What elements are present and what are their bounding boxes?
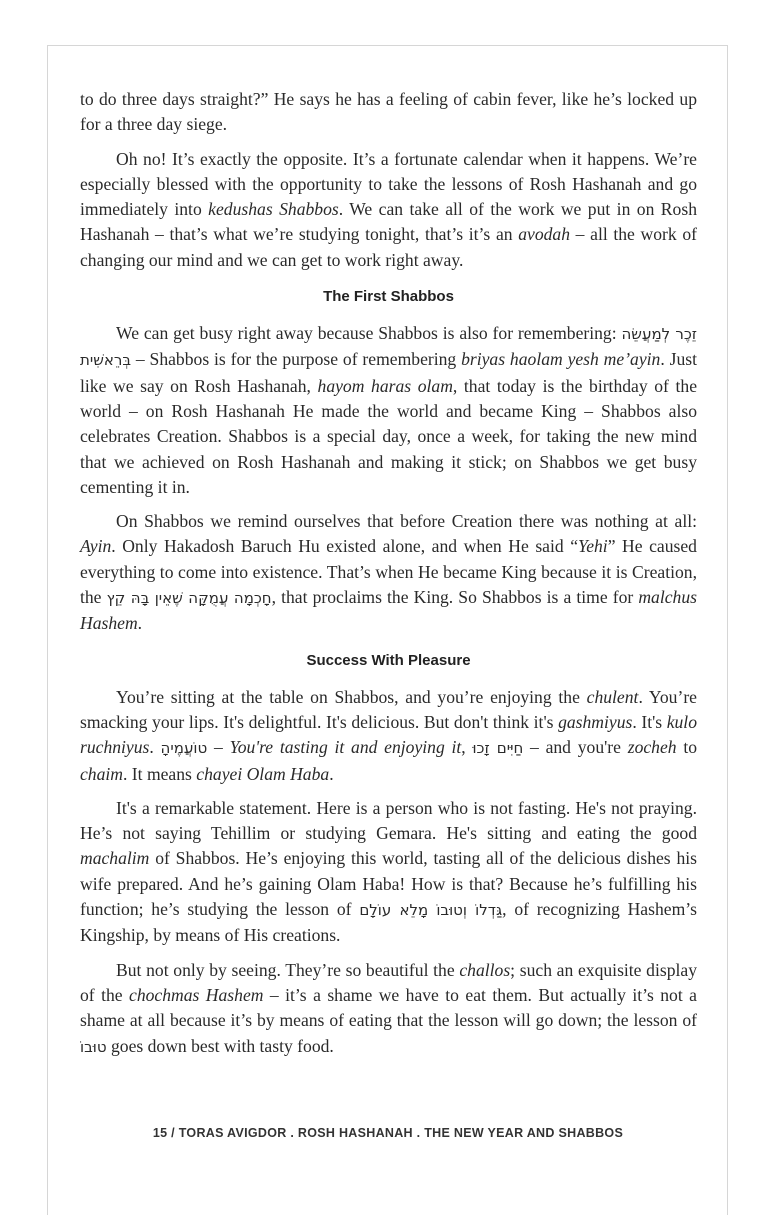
text: ; such an exquisite display of the	[80, 959, 698, 1005]
italic-term: kedushas Shabbos	[208, 199, 339, 220]
hebrew-text: גַּדְלוֹ וְטוּבוֹ מָלֵא עוֹלָם	[359, 901, 503, 920]
hebrew-text: חַיִּים זָכוּ	[472, 739, 524, 758]
paragraph	[80, 685, 697, 787]
text: –	[207, 737, 230, 758]
text: . You’re smacking your lips. It's delightful. It's delicious. But don't think it's	[80, 686, 697, 732]
paragraph	[80, 87, 697, 138]
italic-term: hayom haras olam	[317, 375, 453, 396]
text: – it’s a shame we have to eat them. But actually it’s not a shame at all because it’s by means of eating that the lesson will go down; the lesson of	[80, 984, 697, 1031]
section-heading: The First Shabbos	[323, 288, 454, 306]
text: , that today is the birthday of the world – on Rosh Hashanah He made the world and became King – Shabbos also celebrates Creation. Shabbos is a special day, once a week, for taking the new mind that we achieved on Rosh Hashanah and making it stick; on Shabbos we get busy cementing it in.	[80, 375, 698, 497]
italic-term: kulo ruchniyus	[80, 711, 697, 758]
text: You’re sitting at the table on Shabbos, and you’re enjoying the	[116, 686, 587, 707]
text: – all the work of changing our mind and we can get to work right away.	[80, 224, 697, 270]
hebrew-text: חָכְמָה עֲמֻקָּה שֶׁאֵין בָּהּ קֵץ	[106, 589, 272, 608]
text: – Shabbos is for the purpose of remembering	[131, 349, 462, 370]
italic-term: briyas haolam yesh me’ayin	[461, 349, 661, 370]
text: . Just like we say on Rosh Hashanah,	[80, 349, 697, 396]
italic-term: zocheh	[627, 737, 677, 758]
text: ,	[461, 737, 473, 758]
hebrew-text: זֵכֶר לְמַעֲשֵׂה בְּרֵאשִׁית	[80, 325, 697, 370]
text: – and you're	[523, 737, 628, 758]
text: to do three days straight?” He says he has a feeling of cabin fever, like he’s locked up for a three day siege.	[80, 89, 697, 135]
italic-term: machalim	[80, 848, 150, 869]
italic-term: Yehi	[578, 536, 608, 557]
italic-term: You're tasting it and enjoying it	[229, 737, 462, 758]
text: On Shabbos we remind ourselves that before Creation there was nothing at all:	[116, 511, 697, 532]
italic-term: chochmas Hashem	[129, 984, 264, 1005]
text: .	[149, 737, 161, 758]
page-body	[80, 87, 697, 1069]
italic-term: chaim	[80, 763, 123, 784]
text: We can get busy right away because Shabbos is also for remembering:	[116, 323, 622, 344]
italic-term: chulent	[586, 686, 639, 707]
text: , of recognizing Hashem’s Kingship, by means of His creations.	[80, 899, 697, 946]
italic-term: chayei Olam Haba	[196, 763, 330, 784]
paragraph	[80, 147, 697, 273]
text: . Only Hakadosh Baruch Hu existed alone, and when He said “	[111, 536, 579, 557]
hebrew-text: טוֹעֲמֶיהָ	[160, 739, 208, 758]
text: . We can take all of the work we put in on Rosh Hashanah – that’s what we’re studying tonight, that’s it’s an	[80, 199, 697, 245]
text: goes down best with tasty food.	[106, 1035, 334, 1056]
text: , that proclaims the King. So Shabbos is a time for	[271, 587, 639, 608]
italic-term: challos	[459, 959, 511, 980]
paragraph	[80, 958, 697, 1060]
text: of Shabbos. He’s enjoying this world, tasting all of the delicious dishes his wife prepared. And he’s gaining Olam Haba! How is that? Because he’s fulfilling his function; he’s studying the lesson of	[80, 848, 697, 920]
italic-term: Ayin	[80, 536, 112, 557]
paragraph	[80, 796, 697, 949]
italic-term: avodah	[518, 224, 571, 245]
section-heading: Success With Pleasure	[306, 651, 471, 669]
italic-term: gashmiyus	[558, 711, 633, 732]
text: Oh no! It’s exactly the opposite. It’s a fortunate calendar when it happens. We’re especially blessed with the opportunity to take the lessons of Rosh Hashanah and go immediately into	[80, 148, 697, 220]
text: . It means	[123, 763, 197, 784]
text: But not only by seeing. They’re so beautiful the	[116, 959, 460, 980]
italic-term: malchus Hashem	[80, 587, 697, 634]
text: . It's	[632, 711, 667, 732]
hebrew-text: טוּבוֹ	[80, 1037, 107, 1056]
text: to	[676, 737, 698, 758]
paragraph	[80, 509, 697, 636]
text: .	[137, 613, 143, 634]
text: .	[329, 763, 334, 784]
paragraph	[80, 321, 697, 500]
text: It's a remarkable statement. Here is a person who is not fasting. He's not praying. He’s not saying Tehillim or studying Gemara. He's sitting and eating the good	[80, 797, 697, 844]
text: ” He caused everything to come into existence. That’s when He became King because it is Creation, the	[80, 536, 697, 608]
page-footer: 15 / TORAS AVIGDOR . ROSH HASHANAH . THE NEW YEAR AND SHABBOS	[152, 1126, 624, 1140]
